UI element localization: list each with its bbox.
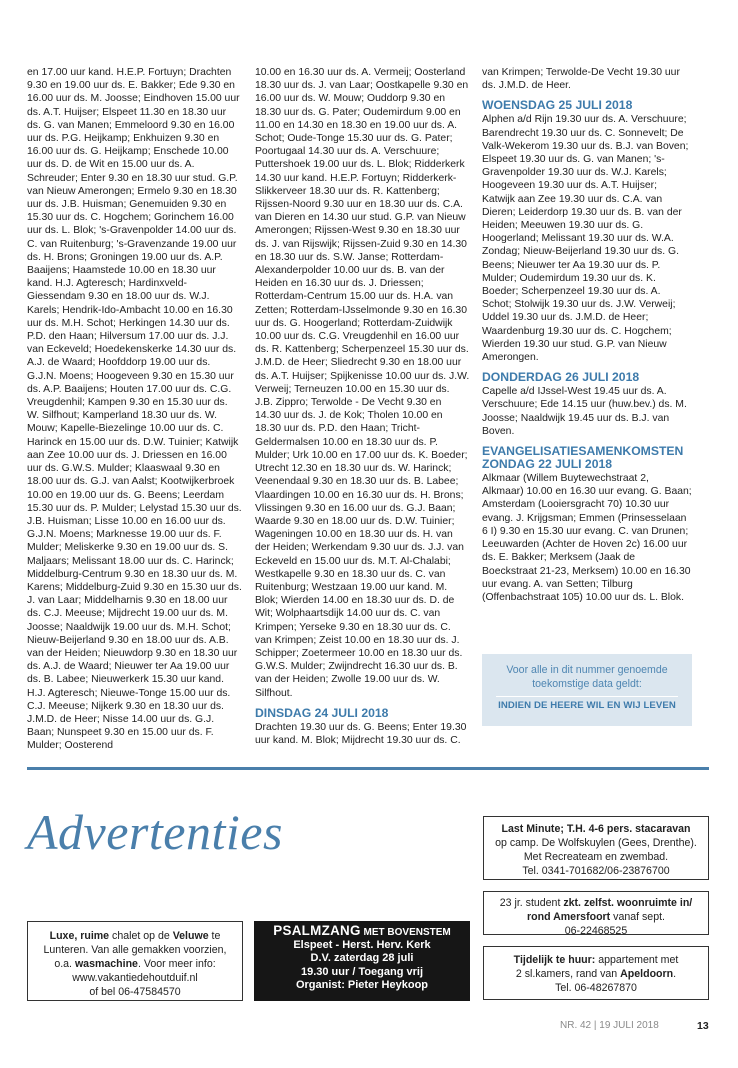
day-heading-wednesday: WOENSDAG 25 JULI 2018 [482,98,633,113]
ad-line: D.V. zaterdag 28 juli [310,952,414,965]
ad-website: www.vakantiedehoutduif.nl [72,972,198,984]
ad-subtitle: MET BOVENSTEM [360,927,451,938]
ad-bold: Luxe, ruime [49,930,110,942]
ad-bold: rond Amersfoort [527,911,611,923]
ad-text: chalet op de [109,930,173,942]
ad-line: 19.30 uur / Toegang vrij [300,965,424,978]
tuesday-services-text: Drachten 19.30 uur ds. G. Beens; Enter 19.30 uur kand. M. Blok; Mijdrecht 19.30 uur ds. C. [255,721,467,746]
ad-student [483,891,709,935]
church-services-text: van Krimpen; Terwolde-De Vecht 19.30 uur ds. J.M.D. de Heer. [482,67,680,92]
evangelisation-heading [482,445,692,471]
ad-line: Organist: Pieter Heykoop [295,978,429,991]
ad-text: 23 jr. student [499,897,564,909]
wednesday-services-text: Alphen a/d Rijn 19.30 uur ds. A. Verschuure; Barendrecht 19.30 uur ds. C. Sonnevelt; De Valk-Wekerom 19.30 uur ds. B.J. van Boven; Elspeet 19.30 uur ds. G. van Manen; 's-Gravenpolder 19.30 uur ds. W.J. Karels; Hoogeveen 19.30 uur ds. A.T. Huijser; Katwijk aan Zee 19.30 uur ds. C.A. van Dieren; Leiderdorp 19.30 uur ds. B. van der Heiden; Meeuwen 19.30 uur ds. G. Hoogerland; Melissant 19.30 uur ds. W.A. Zondag; Nieuw-Beijerland 19.30 uur ds. G. Beens; Nieuwer ter Aa 19.30 uur ds. P. Mulder; Oudemirdum 19.30 uur ds. K. Boeder; Scherpenzeel 19.30 uur ds. A. Schot; Stolwijk 19.30 uur ds. J.W. Verweij; Uddel 19.30 uur ds. J.M.D. de Heer; Waardenburg 19.30 uur ds. C. Hogchem; Wierden 19.30 uur stud. G.P. van Nieuw Amerongen. [482,114,689,364]
ad-text: o.a. [54,958,75,970]
page-footer [560,1020,720,1031]
ad-bold: zkt. zelfst. woonruimte in/ [563,897,693,909]
ad-phone: 06-22468525 [564,925,628,937]
ad-phone: Tel. 0341-701682/06-23876700 [522,865,670,877]
ad-title: Last Minute; T.H. 4-6 pers. stacaravan [501,823,691,835]
column-2 [255,66,470,747]
ad-line: Elspeet - Herst. Herv. Kerk [293,939,431,952]
issue-info: NR. 42 | 19 JULI 2018 [560,1020,659,1031]
church-services-text: 10.00 en 16.30 uur ds. A. Vermeij; Oosterland 18.30 uur ds. J. van Laar; Oostkapelle 9.30 en 16.00 uur ds. W. Mouw; Ouddorp 9.30 en 18.30 uur ds. G. Pater; Oudemirdum 9.00 en 11.00 en 14.30 en 18.30 en 19.00 uur ds. A. Schot; Oude-Tonge 15.30 uur ds. G. Pater; Poortugaal 14.30 uur ds. A. Verschuure; Puttershoek 19.00 uur ds. L. Blok; Ridderkerk 14.30 uur kand. H.E.P. Fortuyn; Ridderkerk-Slikkerveer 18.30 uur ds. R. Kattenberg; Rijssen-Noord 9.30 uur en 18.30 uur ds. C.A. van Dieren en 14.30 uur stud. G.P. van Nieuw Amerongen; Rijssen-West 9.30 en 18.30 uur ds. J. van Rijswijk; Rijssen-Zuid 9.30 en 14.30 en 18.30 uur ds. S.W. Janse; Rotterdam-Alexanderpolder 10.00 uur ds. B. van der Heiden en 16.30 uur ds. J. Driessen; Rotterdam-Centrum 15.00 uur ds. H.A. van Zetten; Rotterdam-IJsselmonde 9.30 en 16.30 uur ds. G. Hoogerland; Rotterdam-Zuidwijk 10.00 uur ds. C.G. Vreugdenhil en 16.00 uur ds. R. Kattenberg; Scherpenzeel 15.30 uur ds. J.M.D. de Heer; Sliedrecht 9.30 en 18.00 uur ds. A.T. Huijser; Spijkenisse 10.00 uur ds. J.W. Verweij; Terneuzen 10.00 en 15.30 uur ds. J.B. Zippro; Terwolde - De Vecht 9.30 en 14.30 uur ds. J. de Kok; Tholen 10.00 en 18.30 uur ds. P.D. den Haan; Tricht-Geldermalsen 10.00 en 18.30 uur ds. P. Mulder; Urk 10.00 en 17.00 uur ds. K. Boeder; Utrecht 12.30 en 18.30 uur ds. W. Harinck; Veenendaal 9.30 en 18.30 uur ds. B. Labee; Vlaardingen 10.00 en 16.30 uur ds. H. Brons; Vlissingen 9.30 en 16.00 uur ds. G.J. Baan; Waarde 9.30 en 18.00 uur ds. D.W. Tuinier; Wageningen 10.00 en 18.30 uur ds. H. van der Heiden; Werkendam 9.30 uur ds. J.J. van Eckeveld en 15.00 uur ds. M.T. Al-Chalabi; Westkapelle 9.30 en 18.30 uur ds. C. van Ruitenburg; Westzaan 19.00 uur kand. M. Blok; Wierden 14.00 en 18.30 uur ds. D. de Wit; Wolphaartsdijk 14.00 uur ds. C. van Krimpen; Yerseke 9.30 en 18.30 uur ds. C. van Krimpen; Zeist 10.00 en 18.30 uur ds. J. Schipper; Zoetermeer 10.00 en 18.30 uur ds. G.W.S. Mulder; Zwijndrecht 16.30 uur ds. B. van der Heiden; Zwolle 19.00 uur ds. W. Silfhout. [255,67,470,699]
day-heading-thursday: DONDERDAG 26 JULI 2018 [482,370,640,385]
section-divider [27,767,709,770]
ad-tijdelijk [483,946,709,1000]
evangelisation-heading-line-2: ZONDAG 22 JULI 2018 [482,457,613,472]
thursday-services-text: Capelle a/d IJssel-West 19.45 uur ds. A. Verschuure; Ede 14.15 uur (huw.bev.) ds. M. Joosse; Naaldwijk 19.45 uur ds. B.J. van Boven. [482,386,687,437]
column-3 [482,66,692,604]
column-1 [27,66,242,753]
ad-line: Lunteren. Van alle gemakken voorzien, [43,944,227,956]
day-heading-tuesday: DINSDAG 24 JULI 2018 [255,705,389,720]
ad-text: vanaf sept. [610,911,665,923]
ad-bold: Veluwe [172,930,209,942]
ad-luxe-chalet [27,921,243,1001]
ad-line: op camp. De Wolfskuylen (Gees, Drenthe). [495,837,697,849]
note-divider [496,696,678,697]
ad-phone: of bel 06-47584570 [89,986,181,998]
evangelisation-heading-line-1: EVANGELISATIESAMENKOMSTEN [482,444,684,459]
ad-text: . [673,968,677,980]
note-text-line-2: toekomstige data geldt: [532,678,642,690]
ad-bold: Tijdelijk te huur: [513,954,596,966]
ad-text: appartement met [595,954,679,966]
ad-phone: Tel. 06-48267870 [555,982,637,994]
page-number: 13 [697,1020,709,1032]
ad-text: 2 sl.kamers, rand van [515,968,621,980]
ad-line: Met Recreateam en zwembad. [523,851,669,863]
note-motto: INDIEN DE HEERE WIL EN WIJ LEVEN [498,700,676,711]
ad-bold: Apeldoorn [620,968,674,980]
ad-text: . Voor meer info: [137,958,216,970]
note-text [482,663,692,691]
ad-text: te [208,930,221,942]
ad-title: PSALMZANG [273,923,361,938]
ad-psalmzang [254,921,470,1001]
evangelisation-text: Alkmaar (Willem Buytewechstraat 2, Alkmaar) 10.00 en 16.30 uur evang. G. Baan; Amsterdam (Looiersgracht 70) 10.30 uur evang. J. Krijgsman; Emmen (Prinsesselaan 6 I) 9.30 en 15.30 uur evang. C. van Drunen; Leeuwarden (Achter de Hoven 2c) 16.00 uur ds. E. Bakker; Merksem (Jaak de Boeckstraat 21-23, Merksem) 10.00 en 16.30 uur evang. A. van Setten; Tilburg (Offenbachstraat 105) 10.00 uur ds. L. Blok. [482,473,692,603]
church-services-text: en 17.00 uur kand. H.E.P. Fortuyn; Drachten 9.30 en 19.00 uur ds. E. Bakker; Ede 9.30 en 16.00 uur ds. M. Joosse; Eindhoven 15.00 uur ds. A.T. Huijser; Elspeet 11.30 en 18.30 uur ds. G. van Manen; Emmeloord 9.30 en 16.00 uur ds. P.G. Heijkamp; Enkhuizen 9.30 en 16.00 uur ds. G. Heijkamp; Enschede 10.00 uur ds. D. de Wit en 15.00 uur ds. A. Schreuder; Enter 9.30 en 18.30 uur stud. G.P. van Nieuw Amerongen; Ermelo 9.30 en 18.30 uur ds. J.B. Huisman; Genemuiden 9.30 en 15.30 uur ds. C. Hogchem; Gorinchem 16.00 uur ds. L. Blok; 's-Gravenpolder 14.00 uur ds. C. van Ruitenburg; 's-Gravenzande 19.00 uur ds. H. Brons; Groningen 19.00 uur ds. A.P. Baaijens; Haamstede 10.00 en 18.30 uur kand. H.J. Agteresch; Hardinxveld-Giessendam 9.30 en 18.00 uur ds. W.J. Karels; Hendrik-Ido-Ambacht 10.00 en 16.30 uur ds. M.H. Schot; Herkingen 14.30 uur ds. P.D. den Haan; Hilversum 17.00 uur ds. J.J. van Eckeveld; Hoedekenskerke 14.30 uur ds. A.J. de Waard; Hoofddorp 19.00 uur ds. G.J.N. Moens; Hoogeveen 9.30 en 15.30 uur ds. A.P. Baaijens; Houten 17.00 uur ds. C.G. Vreugdenhil; Kampen 9.30 en 15.30 uur ds. W. Silfhout; Kamperland 18.30 uur ds. W. Mouw; Kapelle-Biezelinge 10.00 uur ds. C. Harinck en 15.00 uur ds. D.W. Tuinier; Katwijk aan Zee 10.00 uur ds. J. Driessen en 16.00 uur ds. G.W.S. Mulder; Klaaswaal 9.30 en 18.00 uur ds. G.J. van Aalst; Kootwijkerbroek 10.00 en 19.00 uur ds. G. Beens; Leerdam 15.30 uur ds. P. Mulder; Lelystad 15.30 uur ds. J.B. Huisman; Lisse 10.00 en 16.00 uur ds. G.J.N. Moens; Marknesse 19.00 uur ds. F. Mulder; Meliskerke 9.30 en 19.00 uur ds. S. Maljaars; Melissant 18.00 uur ds. C. Harinck; Middelburg-Centrum 9.30 en 18.30 uur ds. M. Karens; Middelburg-Zuid 9.30 en 15.30 uur ds. J. van Laar; Middelharnis 9.30 en 18.00 uur ds. C.J. Meeuse; Mijdrecht 19.00 uur ds. M. Joosse; Naaldwijk 19.00 uur ds. M.H. Schot; Nieuw-Beijerland 9.30 en 18.00 uur ds. A.B. van der Heiden; Nieuwdorp 9.30 en 18.30 uur ds. A.J. de Waard; Nieuwer ter Aa 19.00 uur ds. B. Labee; Nieuwerkerk 15.30 uur kand. H.J. Agteresch; Nieuwe-Tonge 15.00 uur ds. C.J. Meeuse; Nijkerk 9.30 en 18.30 uur ds. J.M.D. de Heer; Nisse 14.00 uur ds. G.J. Baan; Nunspeet 9.30 en 15.00 uur ds. F. Mulder; Oosterend [27,67,242,752]
ad-last-minute [483,816,709,880]
note-text-line-1: Voor alle in dit nummer genoemde [506,664,668,676]
section-title: Advertenties [27,804,283,860]
ad-bold: wasmachine [74,958,138,970]
future-dates-note [482,654,692,726]
